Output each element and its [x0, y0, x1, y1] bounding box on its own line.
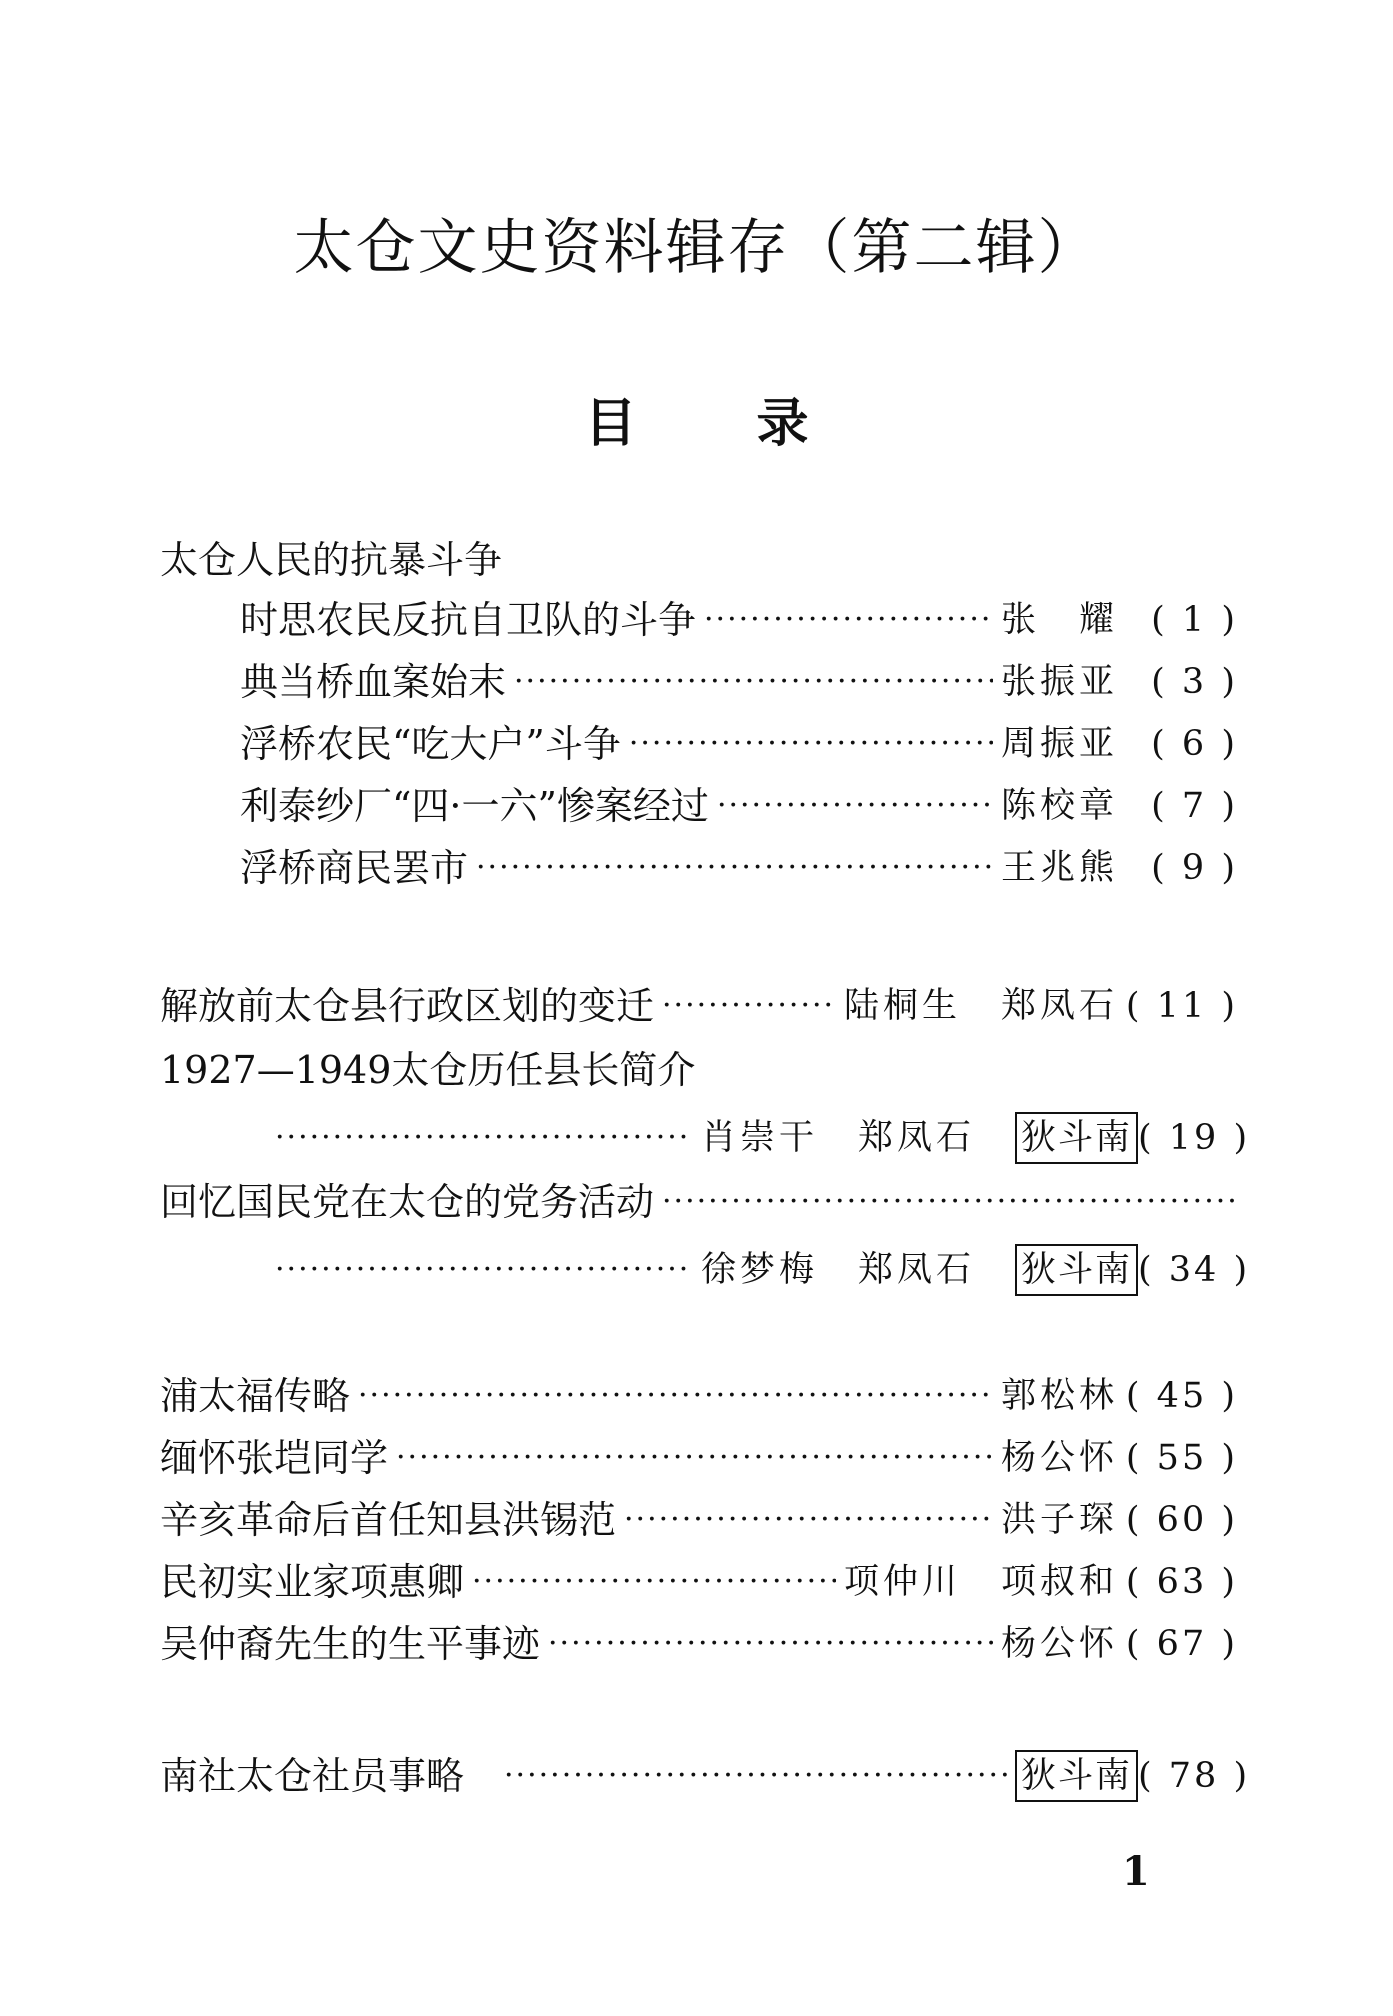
- toc-entry: [275, 1240, 1251, 1300]
- leader-dots: [504, 1746, 1007, 1806]
- toc-heading-left: 目: [584, 394, 637, 454]
- toc-entry: [160, 1552, 1238, 1612]
- page-number: 1: [1122, 1848, 1150, 1895]
- entry-title: 辛亥革命后首任知县洪锡范: [160, 1498, 617, 1542]
- leader-dots: [472, 1552, 836, 1612]
- toc-entry: [160, 1366, 1238, 1426]
- entry-page: ( 9 ): [1151, 848, 1238, 888]
- entry-author: 郭松林: [1000, 1376, 1118, 1416]
- entry-author: 张振亚: [1000, 662, 1118, 702]
- toc-entry: [240, 776, 1238, 836]
- leader-dots: [476, 838, 993, 898]
- leader-dots: [396, 1428, 993, 1488]
- entry-author: 杨公怀: [1000, 1624, 1118, 1664]
- toc-heading: [0, 394, 1393, 454]
- toc-entry: [240, 590, 1238, 650]
- toc-entry: [240, 652, 1238, 712]
- entry-page: ( 63 ): [1125, 1562, 1238, 1602]
- section-heading: 太仓人民的抗暴斗争: [160, 538, 503, 582]
- entry-author: 王兆熊: [1000, 848, 1118, 888]
- entry-title: 典当桥血案始末: [240, 660, 507, 704]
- entry-title: 南社太仓社员事略: [160, 1754, 465, 1798]
- entry-author: 项叔和: [1000, 1562, 1118, 1602]
- boxed-author: 狄斗南: [1015, 1244, 1138, 1296]
- leader-dots: [548, 1614, 993, 1674]
- entry-author: 肖崇干: [700, 1118, 818, 1158]
- leader-dots: [275, 1240, 693, 1300]
- leader-dots: [624, 1490, 993, 1550]
- toc-entry: [160, 1614, 1238, 1674]
- toc-heading-right: 录: [756, 394, 809, 454]
- leader-dots: [514, 652, 993, 712]
- entry-title: 解放前太仓县行政区划的变迁: [160, 984, 655, 1028]
- entry-author: 徐梦梅: [700, 1250, 818, 1290]
- entry-author: 郑凤石: [857, 1118, 975, 1158]
- entry-title: 回忆国民党在太仓的党务活动: [160, 1180, 655, 1224]
- entry-page: ( 19 ): [1138, 1118, 1251, 1158]
- entry-title: 浮桥农民“吃大户”斗争: [240, 722, 621, 766]
- leader-dots: [717, 776, 993, 836]
- toc-entry: [160, 1746, 1251, 1806]
- entry-page: ( 55 ): [1125, 1438, 1238, 1478]
- boxed-author: 狄斗南: [1015, 1750, 1138, 1802]
- toc-entry: [240, 714, 1238, 774]
- entry-page: ( 45 ): [1125, 1376, 1238, 1416]
- toc-entry: [160, 1428, 1238, 1488]
- entry-author: 陆桐生: [843, 986, 961, 1026]
- toc-entry: [160, 976, 1238, 1036]
- entry-page: ( 34 ): [1138, 1250, 1251, 1290]
- leader-dots: [704, 590, 993, 650]
- entry-author: 郑凤石: [1000, 986, 1118, 1026]
- toc-entry: [240, 838, 1238, 898]
- entry-title: 利泰纱厂“四·一六”惨案经过: [240, 784, 709, 828]
- entry-page: ( 3 ): [1151, 662, 1238, 702]
- toc-entry: [160, 1490, 1238, 1550]
- toc-entry: [160, 1172, 1238, 1232]
- entry-page: ( 7 ): [1151, 786, 1238, 826]
- entry-page: ( 6 ): [1151, 724, 1238, 764]
- entry-page: ( 11 ): [1125, 986, 1238, 1026]
- toc-entry: [275, 1108, 1251, 1168]
- entry-title: 吴仲裔先生的生平事迹: [160, 1622, 541, 1666]
- entry-title: 浮桥商民罢市: [240, 846, 469, 890]
- book-title: 太仓文史资料辑存（第二辑）: [293, 213, 1100, 283]
- leader-dots: [358, 1366, 993, 1426]
- leader-dots: [662, 976, 836, 1036]
- boxed-author: 狄斗南: [1015, 1112, 1138, 1164]
- leader-dots: [629, 714, 993, 774]
- entry-author: 张 耀: [1000, 600, 1118, 640]
- entry-author: 周振亚: [1000, 724, 1118, 764]
- entry-title: 浦太福传略: [160, 1374, 351, 1418]
- entry-page: ( 60 ): [1125, 1500, 1238, 1540]
- leader-dots: [662, 1172, 1238, 1232]
- entry-author: 郑凤石: [857, 1250, 975, 1290]
- entry-author: 杨公怀: [1000, 1438, 1118, 1478]
- entry-author: 洪子琛: [1000, 1500, 1118, 1540]
- entry-author: 陈校章: [1000, 786, 1118, 826]
- entry-title: 1927—1949太仓历任县长简介: [160, 1048, 696, 1092]
- entry-title: 缅怀张垲同学: [160, 1436, 389, 1480]
- entry-title: 民初实业家项惠卿: [160, 1560, 465, 1604]
- entry-page: ( 78 ): [1138, 1756, 1251, 1796]
- leader-dots: [275, 1108, 693, 1168]
- entry-title: 时思农民反抗自卫队的斗争: [240, 598, 697, 642]
- entry-page: ( 1 ): [1151, 600, 1238, 640]
- entry-page: ( 67 ): [1125, 1624, 1238, 1664]
- entry-author: 项仲川: [843, 1562, 961, 1602]
